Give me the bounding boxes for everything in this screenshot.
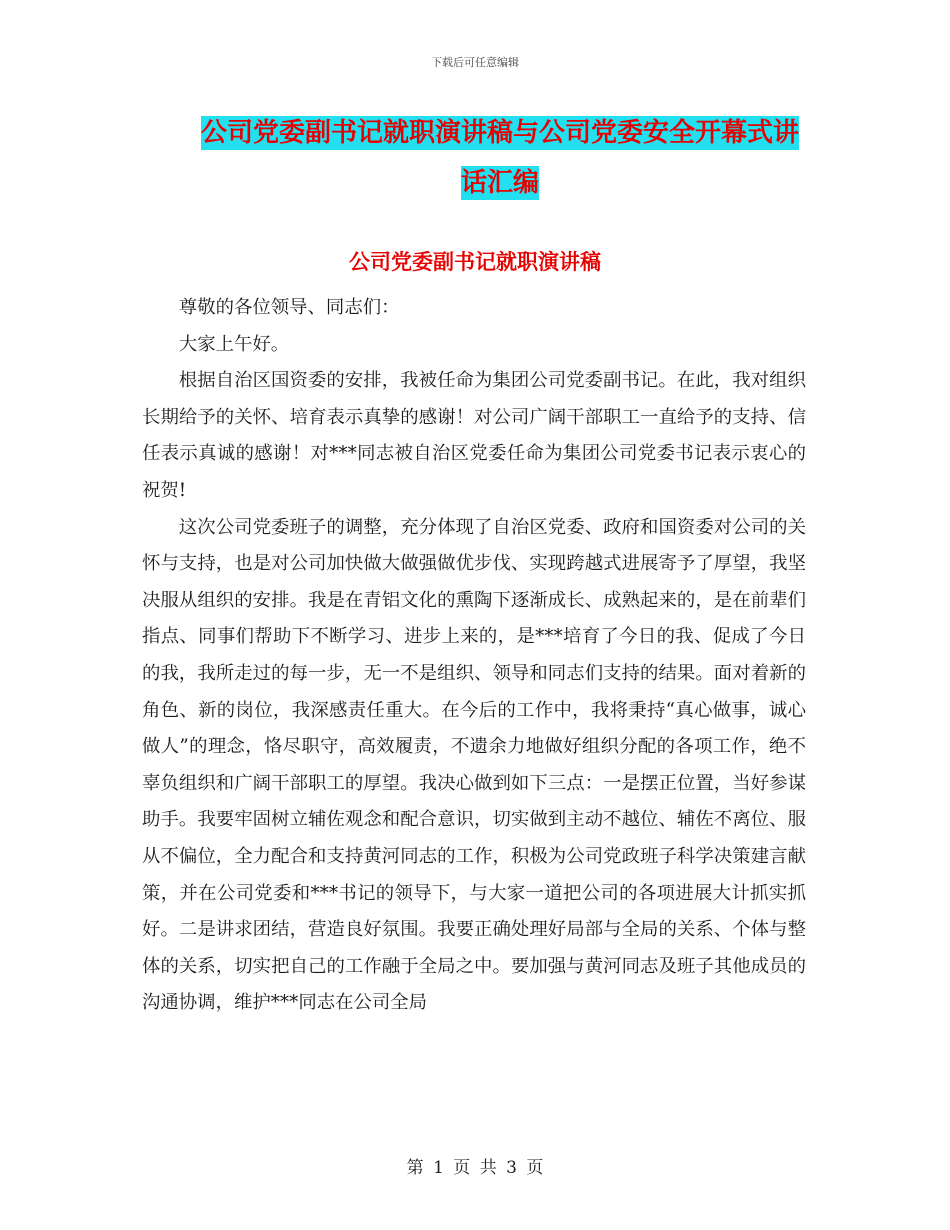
page-footer: 第 1 页 共 3 页 (406, 1158, 544, 1178)
paragraph-greeting: 大家上午好。 (178, 333, 290, 355)
paragraph-commitment: 这次公司党委班子的调整，充分体现了自治区党委、政府和国资委对公司的关怀与支持，也是对公司加快做大做强做优步伐、实现跨越式进展寄予了厚望，我坚决服从组织的安排。我是在青铝文化的熏陶下逐渐成长、成熟起来的，是在前辈们指点、同事们帮助下不断学习、进步上来的，是***培育了今日的我、促成了今日的我，我所走过的每一步，无一不是组织、领导和同志们支持的结果。面对着新的角色、新的岗位，我深感责任重大。在今后的工作中，我将秉持“真心做事，诚心做人”的理念，恪尽职守，高效履责，不遗余力地做好组织分配的各项工作，绝不辜负组织和广阔干部职工的厚望。我决心做到如下三点：一是摆正位置，当好参谋助手。我要牢固树立辅佐观念和配合意识，切实做到主动不越位、辅佐不离位、服从不偏位，全力配合和支持黄河同志的工作，积极为公司党政班子科学决策建言献策，并在公司党委和***书记的领导下，与大家一道把公司的各项进展大计抓实抓好。二是讲求团结，营造良好氛围。我要正确处理好局部与全局的关系、个体与整体的关系，切实把自己的工作融于全局之中。要加强与黄河同志及班子其他成员的沟通协调，维护***同志在公司全局 (142, 516, 806, 1014)
header-note: 下载后可任意编辑 (431, 56, 519, 69)
document-title-line-1: 公司党委副书记就职演讲稿与公司党委安全开幕式讲 (200, 118, 799, 148)
document-body (142, 290, 806, 1022)
document-title-line-2: 话汇编 (460, 168, 539, 198)
section-title: 公司党委副书记就职演讲稿 (349, 250, 601, 274)
document-title (190, 108, 810, 208)
paragraph-salutation: 尊敬的各位领导、同志们： (178, 297, 400, 318)
paragraph-appointment: 根据自治区国资委的安排，我被任命为集团公司党委副书记。在此，我对组织长期给予的关怀、培育表示真挚的感谢！对公司广阔干部职工一直给予的支持、信任表示真诚的感谢！对***同志被自治区党委任命为集团公司党委书记表示衷心的祝贺! (142, 370, 806, 501)
